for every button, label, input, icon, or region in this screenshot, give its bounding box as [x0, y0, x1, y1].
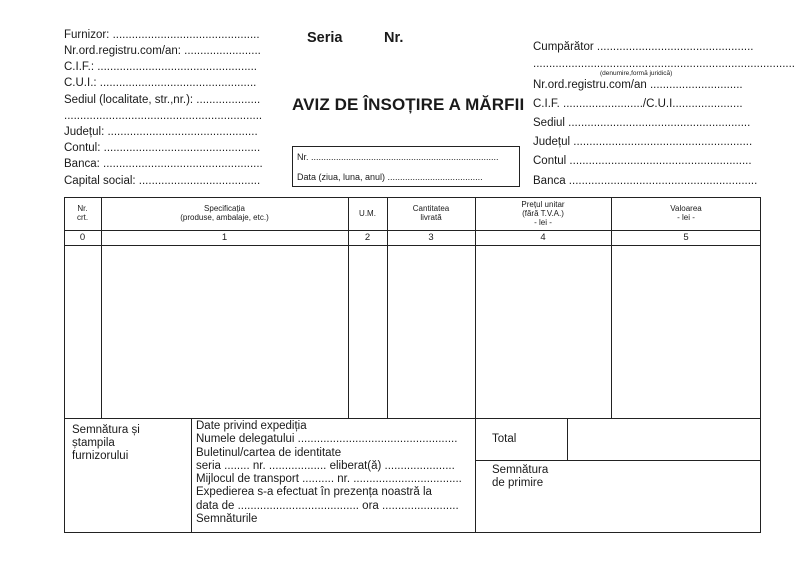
id-card-label: Buletinul/cartea de identitate [196, 446, 342, 459]
supplier-contul-field: Contul: ................................................. [64, 142, 261, 154]
header-specificatia-line1: Specificația [204, 204, 245, 213]
buyer-nr-ord-field: Nr.ord.registru.com/an ............................. [533, 79, 743, 91]
buyer-cif-field: C.I.F. ........................./C.U.I...................... [533, 98, 743, 110]
supplier-capital-field: Capital social: ...................................... [64, 175, 261, 187]
expedition-presence-text: Expedierea s-a efectuat în prezența noastră la [196, 486, 432, 499]
signatures-label: Semnăturile [196, 513, 258, 526]
supplier-judetul-field: Județul: ............................................... [64, 126, 258, 138]
receipt-signature-line2: de primire [492, 477, 544, 489]
header-valoarea [611, 204, 761, 222]
column-number-4: 4 [540, 232, 546, 243]
header-pret-unitar-line3: - lei - [534, 218, 552, 227]
col-divider-2 [348, 197, 349, 418]
supplier-address-line: .............................................................. [64, 110, 263, 122]
col-divider-4 [475, 197, 476, 533]
document-title: AVIZ DE ÎNSOȚIRE A MĂRFII [292, 95, 525, 114]
supplier-banca-field: Banca: .................................................. [64, 158, 263, 170]
supplier-signature-line2: ștampila [72, 437, 115, 449]
column-number-2: 2 [364, 232, 371, 243]
buyer-contul-field: Contul ......................................................... [533, 155, 752, 167]
header-valoarea-line1: Valoarea [670, 204, 702, 213]
header-divider [64, 230, 761, 231]
buyer-judetul-field: Județul ........................................................ [533, 136, 753, 148]
header-specificatia-line2: (produse, ambalaje, etc.) [180, 213, 269, 222]
header-valoarea-line2: - lei - [677, 213, 695, 222]
column-number-5: 5 [683, 232, 689, 243]
header-specificatia [101, 204, 348, 222]
column-number-1: 1 [221, 232, 228, 243]
delegate-name-field: Numele delegatului .................................................. [196, 433, 458, 446]
column-number-3: 3 [428, 232, 434, 243]
transport-field: Mijlocul de transport .......... nr. .................................. [196, 473, 462, 486]
expedition-details [196, 420, 462, 526]
supplier-furnizor-field: Furnizor: .............................................. [64, 29, 260, 41]
buyer-sediul-field: Sediul ......................................................... [533, 117, 751, 129]
buyer-banca-field: Banca ........................................................... [533, 175, 758, 187]
number-date-box [292, 146, 520, 187]
receipt-signature-label [492, 464, 548, 490]
total-divider [475, 460, 761, 461]
total-label: Total [492, 433, 517, 445]
total-value-divider [567, 418, 568, 460]
receipt-signature-line1: Semnătura [492, 464, 549, 476]
supplier-signature-line3: furnizorului [72, 450, 129, 462]
col-divider-3 [387, 197, 388, 418]
header-nr-crt [64, 204, 101, 222]
header-cantitatea [387, 204, 475, 222]
expedition-date-time-field: data de ...................................... ora ........................ [196, 499, 459, 512]
expedition-title: Date privind expediția [196, 420, 307, 432]
supplier-signature-label [72, 424, 140, 463]
col-divider-1 [101, 197, 102, 418]
supplier-signature-line1: Semnătura și [72, 424, 140, 436]
supplier-sediul-field: Sediul (localitate, str.,nr.): .................... [64, 94, 261, 106]
buyer-cumparator-field: Cumpărător ................................................. [533, 41, 754, 53]
nr-label: Nr. [384, 30, 404, 46]
number-row-divider [64, 245, 761, 246]
header-cantitatea-line1: Cantitatea [412, 204, 450, 213]
buyer-denumire-note: (denumire,formă juridică) [600, 70, 673, 77]
seria-label: Seria [307, 30, 343, 46]
header-pret-unitar-line2: (fără T.V.A.) [522, 209, 564, 218]
supplier-cif-field: C.I.F.: .................................................. [64, 61, 257, 73]
header-cantitatea-line2: livrată [420, 213, 442, 222]
column-number-0: 0 [79, 232, 86, 243]
header-um [348, 209, 387, 218]
header-um-line1: U.M. [359, 209, 376, 218]
footer-divider [64, 418, 761, 419]
invoice-date-field: Data (ziua, luna, anul) ...................................... [297, 172, 483, 182]
header-pret-unitar-line1: Prețul unitar [521, 200, 565, 209]
supplier-nr-ord-field: Nr.ord.registru.com/an: ........................ [64, 45, 261, 57]
header-nr-crt-line2: crt. [76, 213, 89, 222]
header-nr-crt-line1: Nr. [77, 204, 88, 213]
header-pret-unitar [475, 200, 611, 227]
invoice-number-field: Nr. ........................................................................... [297, 152, 499, 162]
col-divider-5 [611, 197, 612, 418]
supplier-cui-field: C.U.I.: ................................................. [64, 77, 257, 89]
footer-divider-left [191, 418, 192, 533]
id-series-field: seria ........ nr. .................. eliberat(ă) ...................... [196, 459, 455, 472]
buyer-name-line: .................................................................................. [533, 58, 795, 70]
